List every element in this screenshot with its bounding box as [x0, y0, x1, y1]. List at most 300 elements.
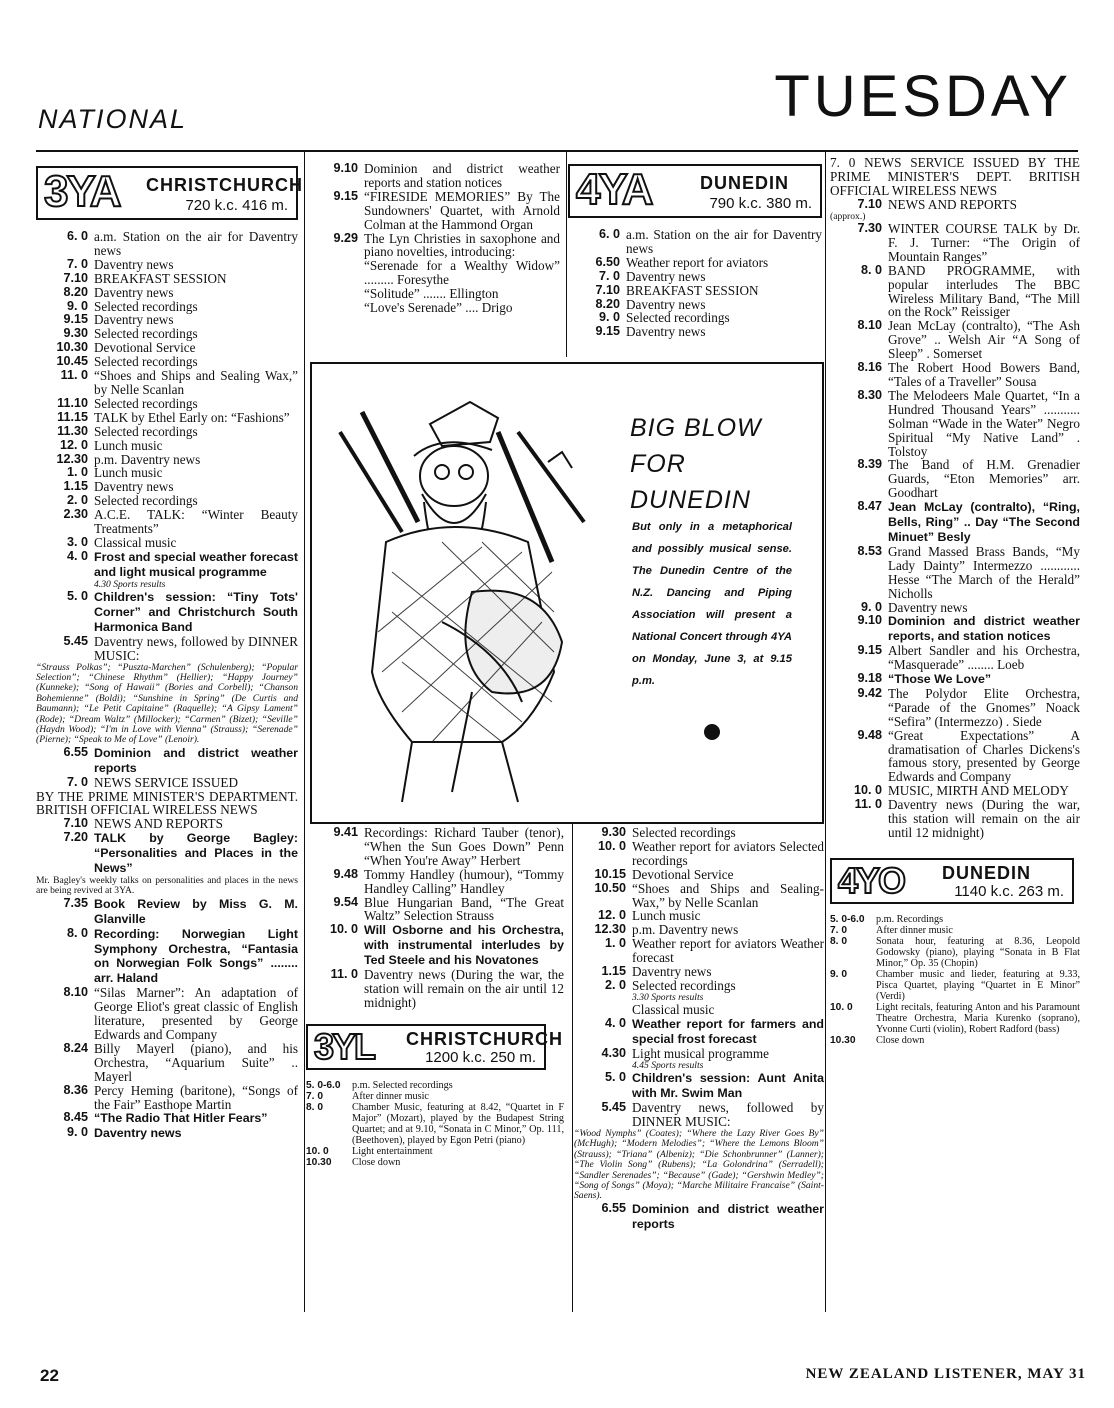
schedule-item — [830, 644, 1080, 672]
schedule-time: 10.50 — [594, 880, 626, 895]
schedule-time: 4. 0 — [604, 1016, 626, 1031]
schedule-item — [830, 672, 1080, 687]
schedule-time: 7. 0 — [66, 774, 88, 789]
column-divider — [572, 822, 573, 1312]
schedule-item — [36, 397, 298, 411]
feature-title-line: FOR — [630, 450, 686, 478]
schedule-item — [574, 937, 824, 965]
station-call-sign: 4YA — [576, 165, 652, 214]
schedule-desc: “Great Expectations” A dramatisation of Charles Dickens's famous story, presented by George Edwards and Company — [888, 727, 1080, 785]
schedule-item — [36, 369, 298, 397]
schedule-time — [306, 301, 364, 315]
schedule-list — [36, 817, 298, 876]
schedule-desc: Daventry news — [94, 312, 174, 328]
schedule-desc: The Polydor Elite Orchestra, “Parade of the Gnomes” Noack “Sefira” (Intermezzo) . Siede — [888, 685, 1080, 729]
schedule-time: 8.47 — [857, 499, 882, 514]
column-4ya — [568, 154, 822, 339]
schedule-time: 9.41 — [333, 825, 358, 839]
station-box-3yl — [306, 1024, 563, 1070]
schedule-desc: Weather report for aviators Weather forecast — [632, 936, 824, 966]
station-box-4yo — [830, 858, 1074, 904]
schedule-item — [574, 909, 824, 923]
schedule-desc: Weather report for aviators Selected recordings — [632, 838, 824, 868]
schedule-time: 7.10 — [63, 270, 88, 285]
schedule-desc: Chamber music and lieder, featuring at 9.33, Pisca Quartet, playing “Quartet in E Minor” (Verdi) — [876, 968, 1080, 1002]
schedule-time: 4. 0 — [66, 548, 88, 563]
schedule-desc: Daventry news (During the war, the station will remain on the air until 12 midnight) — [364, 967, 564, 1010]
schedule-item — [830, 614, 1080, 644]
schedule-desc: After dinner music — [876, 924, 953, 936]
schedule-time: 8.20 — [63, 284, 88, 299]
schedule-desc: MUSIC, MIRTH AND MELODY — [888, 783, 1069, 799]
schedule-time: 8.24 — [63, 1040, 88, 1055]
schedule-item — [830, 969, 1080, 1002]
schedule-desc: Selected recordings — [632, 825, 736, 840]
schedule-item — [36, 1111, 298, 1126]
station-frequency: 1200 k.c. 250 m. — [425, 1048, 536, 1066]
schedule-time: 9.48 — [857, 727, 882, 742]
schedule-item — [568, 270, 822, 284]
schedule-time — [574, 1003, 632, 1017]
schedule-time — [306, 259, 364, 287]
schedule-desc: “Shoes and Ships and Sealing Wax,” by Nelle Scanlan — [94, 368, 298, 397]
schedule-time: 9. 0 — [860, 599, 882, 614]
schedule-item — [574, 923, 824, 937]
bagpiper-illustration — [322, 372, 612, 808]
schedule-item — [36, 817, 298, 831]
bullet-dot — [704, 724, 720, 740]
talk-note: Mr. Bagley's weekly talks on personalities and places in the news are being revived at 3YA. — [36, 875, 298, 897]
schedule-time: 7.10 — [595, 282, 620, 297]
schedule-time: 7.10 — [857, 196, 882, 211]
schedule-time: 10. 0 — [306, 1145, 329, 1157]
schedule-item — [306, 301, 560, 315]
column-4ya-day — [574, 826, 824, 1232]
station-frequency: 720 k.c. 416 m. — [185, 197, 288, 214]
schedule-item — [830, 1002, 1080, 1035]
schedule-desc: A.C.E. TALK: “Winter Beauty Treatments” — [94, 507, 298, 537]
schedule-desc: Grand Massed Brass Bands, “My Lady Dainty” Intermezzo ............ Hesse “The March of the Herald” Nicholls — [888, 543, 1080, 601]
schedule-desc: p.m. Selected recordings — [352, 1079, 453, 1091]
schedule-item — [36, 494, 298, 508]
schedule-list — [574, 826, 824, 993]
schedule-time: 9.29 — [333, 230, 358, 245]
schedule-desc: Daventry news, followed by DINNER MUSIC: — [632, 1100, 824, 1130]
schedule-item — [36, 341, 298, 355]
station-city: DUNEDIN — [700, 173, 790, 193]
sports-note: 4.30 Sports results — [94, 578, 166, 590]
schedule-item — [36, 746, 298, 776]
schedule-time: 4.30 — [601, 1046, 626, 1060]
schedule-item — [36, 466, 298, 480]
schedule-item — [574, 826, 824, 840]
day-title: TUESDAY — [774, 64, 1072, 129]
schedule-desc: Daventry news — [94, 1126, 182, 1141]
schedule-time — [306, 287, 364, 301]
schedule-desc: Tommy Handley (humour), “Tommy Handley Calling” Handley — [364, 866, 564, 896]
schedule-list — [36, 746, 298, 790]
dinner-music-list: “Strauss Polkas”; “Puszta-Marchen” (Schulenberg); “Popular Selection”; “Chinese Rhythm” (Hellier); “Happy Journey” (Kunneke); “Song of Hawaii” (Bories and Corbell); “Chanson Bohemienne” (Boldi); “Sunshine in Spring” (De Curtis and Baumann); “Le Petit Capitaine” (Raquelle); “A Gipsy Lament” (Rode); “Dream Waltz” (Millocker); “Carmen” (Bizet); “Seville” (Haydn Wood); “I'm in Love with Vienna” (Strauss); “Serenade” (Pierne); “Speak to Me of Love” (Lenoir). — [36, 661, 298, 746]
schedule-item — [36, 986, 298, 1042]
schedule-item — [36, 411, 298, 425]
schedule-time: 12.30 — [56, 451, 88, 466]
schedule-desc: Daventry news — [626, 324, 706, 340]
column-3ya — [36, 158, 303, 1141]
schedule-desc: Sonata hour, featuring at 8.36, Leopold Godowsky (piano), playing “Sonata in B Flat Minor,” Op. 35 (Chopin) — [876, 935, 1080, 969]
schedule-desc: Dominion and district weather reports — [632, 1201, 824, 1231]
schedule-desc: Selected recordings — [94, 423, 198, 439]
schedule-time: 9.15 — [595, 324, 620, 339]
station-box-4ya — [568, 164, 822, 218]
schedule-time: 5.45 — [601, 1100, 626, 1115]
schedule-time: 5.45 — [63, 633, 88, 648]
schedule-time: 1. 0 — [66, 465, 88, 480]
schedule-list — [36, 590, 298, 663]
schedule-item — [36, 897, 298, 927]
schedule-item — [306, 826, 564, 868]
schedule-time: 8.30 — [857, 387, 882, 402]
schedule-item — [830, 222, 1080, 264]
schedule-list — [830, 198, 1080, 212]
schedule-desc: Devotional Service — [94, 340, 196, 356]
schedule-time: 7. 0 — [830, 924, 847, 936]
schedule-desc: “Love's Serenade” .... Drigo — [364, 300, 513, 316]
schedule-time: 9.30 — [601, 825, 626, 839]
column-3ya-cont — [306, 162, 560, 315]
schedule-item — [36, 550, 298, 580]
dinner-music-list: “Wood Nymphs” (Coates); “Where the Lazy River Goes By” (McHugh); “Modern Melodies”; “Where the Lemons Bloom” (Strauss); “Triana” (Albeniz); “Die Schonbrunner” (Lanner); “The Violin Song” (Rubens); “La Golondrina” (Serradell); “Sandler Serenades”; “Because” (Gade); “Gershwin Medley”; “Song of Songs” (Moya); “Marche Militaire Francaise” (Saint-Saens). — [574, 1127, 824, 1202]
schedule-desc: Daventry news — [94, 284, 174, 300]
schedule-item — [574, 1003, 824, 1017]
schedule-item — [36, 230, 298, 258]
schedule-time: 1.15 — [601, 964, 626, 979]
schedule-desc: Daventry news (During the war, this station will remain on the air until 12 midnight) — [888, 797, 1080, 840]
feature-title-line: DUNEDIN — [630, 486, 751, 514]
schedule-time: 8. 0 — [306, 1101, 323, 1113]
schedule-item — [568, 311, 822, 325]
schedule-time: 9.10 — [857, 613, 882, 628]
schedule-time: 8. 0 — [830, 935, 847, 947]
schedule-desc: The Lyn Christies in saxophone and piano novelties, introducing: — [364, 230, 560, 260]
schedule-desc: Selected recordings — [94, 493, 198, 509]
schedule-desc: Dominion and district weather reports, and station notices — [888, 614, 1080, 644]
station-call-sign: 3YA — [44, 167, 120, 216]
schedule-desc: TALK by Ethel Early on: “Fashions” — [94, 409, 290, 425]
schedule-desc: Selected recordings — [94, 298, 198, 314]
schedule-item — [574, 1071, 824, 1101]
schedule-time: 8.45 — [63, 1110, 88, 1125]
schedule-desc: Selected recordings — [626, 310, 730, 326]
feature-body: But only in a metaphorical and possibly musical sense. The Dunedin Centre of the N.Z. Dancing and Piping Association will present a National Concert through 4YA on Monday, June 3, at 9.15 p.m. — [632, 521, 792, 687]
schedule-desc: p.m. Recordings — [876, 913, 944, 925]
schedule-time: 8.53 — [857, 543, 882, 558]
schedule-desc: Close down — [352, 1156, 401, 1168]
schedule-desc: Jean McLay (contralto), “The Ash Grove” .. Welsh Air “A Song of Sleep” . Somerset — [888, 318, 1080, 362]
schedule-item — [574, 868, 824, 882]
schedule-desc: Daventry news — [94, 479, 174, 495]
schedule-desc: Lunch music — [94, 437, 163, 453]
schedule-time: 12. 0 — [59, 437, 88, 452]
schedule-item — [306, 232, 560, 260]
top-rule — [36, 150, 1078, 152]
schedule-item — [36, 453, 298, 467]
schedule-time: 5. 0 — [66, 589, 88, 604]
schedule-item — [574, 1017, 824, 1047]
schedule-desc: Devotional Service — [632, 866, 734, 882]
schedule-desc: Frost and special weather forecast and light musical programme — [94, 549, 298, 579]
schedule-item — [574, 882, 824, 910]
schedule-list — [574, 1202, 824, 1232]
schedule-desc: Weather report for farmers and special frost forecast — [632, 1017, 824, 1047]
schedule-item — [36, 439, 298, 453]
feature-title-line: BIG BLOW — [630, 414, 762, 442]
schedule-item — [306, 1146, 564, 1157]
schedule-time: 9. 0 — [598, 310, 620, 325]
schedule-desc: Classical music — [632, 1002, 715, 1018]
station-call-sign: 4YO — [838, 859, 905, 901]
schedule-time: 11. 0 — [330, 967, 358, 982]
schedule-item — [830, 925, 1080, 936]
station-city: DUNEDIN — [942, 862, 1032, 883]
schedule-item — [306, 868, 564, 896]
station-call-sign: 3YL — [314, 1025, 375, 1067]
section-label: NATIONAL — [38, 104, 188, 134]
schedule-list — [830, 222, 1080, 840]
schedule-item — [568, 298, 822, 312]
schedule-desc: Weather report for aviators — [626, 254, 769, 270]
schedule-time: 10.30 — [56, 340, 88, 355]
schedule-desc: Daventry news, followed by DINNER MUSIC: — [94, 633, 298, 663]
schedule-time: 9. 0 — [830, 968, 847, 980]
schedule-desc: Selected recordings — [94, 395, 198, 411]
schedule-time: 10. 0 — [830, 1001, 853, 1013]
schedule-time: 7.10 — [63, 816, 88, 831]
schedule-time: 3. 0 — [66, 534, 88, 549]
schedule-time: 9.10 — [333, 161, 358, 175]
schedule-time: 1. 0 — [604, 936, 626, 951]
schedule-item — [36, 313, 298, 327]
schedule-item — [306, 1080, 564, 1091]
schedule-item — [36, 1084, 298, 1112]
schedule-desc: Will Osborne and his Orchestra, with instrumental interludes by Ted Steele and his Novatones — [364, 923, 564, 968]
schedule-time: 2. 0 — [604, 977, 626, 992]
schedule-item — [574, 1047, 824, 1061]
schedule-time: 9.48 — [333, 866, 358, 881]
schedule-desc: Daventry news — [626, 296, 706, 312]
schedule-item — [830, 264, 1080, 320]
schedule-item — [830, 458, 1080, 500]
schedule-desc: Dominion and district weather reports and station notices — [364, 161, 560, 190]
schedule-desc: Daventry news — [626, 268, 706, 284]
schedule-item — [36, 272, 298, 286]
schedule-list-small — [830, 914, 1080, 1046]
schedule-desc: NEWS AND REPORTS — [888, 196, 1017, 212]
schedule-desc: Light entertainment — [352, 1145, 433, 1157]
schedule-item — [574, 965, 824, 979]
schedule-desc: “Shoes and Ships and Sealing-Wax,” by Nelle Scanlan — [632, 880, 824, 910]
schedule-item — [830, 936, 1080, 969]
schedule-time: 6.55 — [63, 744, 88, 759]
schedule-time: 12.30 — [594, 922, 626, 937]
column-4ya-cont — [830, 156, 1080, 1046]
schedule-item — [36, 508, 298, 536]
schedule-item — [36, 927, 298, 987]
schedule-item — [36, 286, 298, 300]
schedule-desc: The Melodeers Male Quartet, “In a Hundred Thousand Years” ........... Solman “Wade in the Water” Negro Spiritual “My Native Land” . Tolstoy — [888, 387, 1080, 459]
schedule-time: 12. 0 — [597, 908, 626, 923]
schedule-time: 8.36 — [63, 1082, 88, 1097]
schedule-time: 7.30 — [857, 221, 882, 236]
schedule-time: 10.30 — [830, 1034, 856, 1046]
schedule-desc: Chamber Music, featuring at 8.42, “Quartet in F Major” (Mozart), played by the Budapest String Quartet; and at 9.10, “Sonata in C Minor,” Op. 111, (Beethoven), played by Egon Petri (piano) — [352, 1101, 564, 1146]
schedule-item — [830, 545, 1080, 601]
schedule-time: 9.30 — [63, 326, 88, 341]
schedule-item — [36, 258, 298, 272]
schedule-desc: Classical music — [94, 534, 177, 550]
schedule-desc: NEWS AND REPORTS — [94, 816, 223, 832]
schedule-item — [306, 1091, 564, 1102]
schedule-desc: Blue Hungarian Band, “The Great Waltz” Selection Strauss — [364, 894, 564, 924]
schedule-time: 9. 0 — [66, 298, 88, 313]
schedule-desc: Children's session: “Tiny Tots' Corner” and Christchurch South Harmonica Band — [94, 590, 298, 634]
schedule-time: 10.15 — [594, 866, 626, 881]
schedule-time: 10.45 — [56, 354, 88, 369]
sports-note: 3.30 Sports results — [632, 991, 704, 1003]
schedule-item — [306, 259, 560, 287]
schedule-time: 9. 0 — [66, 1125, 88, 1140]
schedule-desc: Jean McLay (contralto), “Ring, Bells, Ring” .. Day “The Second Minuet” Besly — [888, 500, 1080, 544]
schedule-desc: “Solitude” ....... Ellington — [364, 286, 499, 302]
schedule-time: 9.15 — [63, 312, 88, 327]
schedule-time: 7. 0 — [66, 256, 88, 271]
schedule-time: 8.10 — [857, 318, 882, 333]
schedule-time: 5. 0 — [604, 1070, 626, 1085]
schedule-desc: TALK by George Bagley: “Personalities and Places in the News” — [94, 831, 298, 876]
schedule-time: 11.10 — [57, 395, 88, 410]
column-divider — [304, 152, 305, 1312]
schedule-time: 7. 0 — [306, 1090, 323, 1102]
schedule-list-small — [306, 1080, 564, 1168]
schedule-time: 11. 0 — [60, 368, 88, 383]
schedule-item — [36, 831, 298, 876]
schedule-time: 9.15 — [333, 188, 358, 203]
schedule-desc: Lunch music — [94, 465, 163, 481]
schedule-item — [574, 840, 824, 868]
schedule-desc: WINTER COURSE TALK by Dr. F. J. Turner: “The Origin of Mountain Ranges” — [888, 221, 1080, 264]
schedule-time: 10. 0 — [329, 922, 358, 937]
schedule-desc: a.m. Station on the air for Daventry news — [626, 227, 822, 256]
schedule-item — [830, 500, 1080, 545]
schedule-item — [574, 979, 824, 993]
masthead: NEW ZEALAND LISTENER, MAY 31 — [805, 1366, 1086, 1382]
schedule-list — [36, 897, 298, 1141]
column-3ya-late — [306, 826, 564, 1168]
schedule-desc: Light musical programme — [632, 1046, 769, 1061]
schedule-item — [830, 914, 1080, 925]
station-box-3ya — [36, 166, 303, 220]
schedule-desc: BREAKFAST SESSION — [94, 270, 227, 286]
schedule-desc: Billy Mayerl (piano), and his Orchestra, “Aquarium Suite” .. Mayerl — [94, 1040, 298, 1084]
schedule-time: 5. 0-6.0 — [830, 913, 865, 925]
schedule-time: 1.15 — [63, 479, 88, 494]
page-number: 22 — [40, 1366, 59, 1385]
approx-note: (approx.) — [830, 210, 866, 222]
schedule-desc: Daventry news — [632, 964, 712, 980]
schedule-time: 10. 0 — [597, 838, 626, 853]
schedule-time: 2.30 — [63, 507, 88, 522]
schedule-desc: “FIRESIDE MEMORIES” By The Sundowners' Quartet, with Arnold Colman at the Hammond Organ — [364, 188, 560, 232]
station-city: CHRISTCHURCH — [406, 1028, 563, 1049]
schedule-item — [306, 968, 564, 1010]
schedule-list — [574, 1071, 824, 1129]
schedule-item — [36, 1042, 298, 1084]
schedule-desc: Light recitals, featuring Anton and his Paramount Theatre Orchestra, Maria Kurenko (soprano), Yvonne Curti (violin), Robert Radford (bass) — [876, 1001, 1080, 1035]
schedule-time: 8. 0 — [860, 262, 882, 277]
schedule-item — [830, 784, 1080, 798]
schedule-item — [830, 1035, 1080, 1046]
schedule-desc: Recording: Norwegian Light Symphony Orchestra, “Fantasia on Norwegian Folk Songs” ........ arr. Haland — [94, 926, 298, 986]
schedule-item — [830, 687, 1080, 729]
schedule-time: 11.30 — [57, 423, 88, 438]
schedule-desc: Recordings: Richard Tauber (tenor), “When the Sun Goes Down” Penn “When You're Away” Herbert — [364, 825, 564, 868]
schedule-item — [568, 284, 822, 298]
schedule-time: 5. 0-6.0 — [306, 1079, 341, 1091]
schedule-desc: “The Radio That Hitler Fears” — [94, 1111, 268, 1126]
schedule-item — [830, 601, 1080, 615]
schedule-item — [36, 327, 298, 341]
schedule-desc: The Robert Hood Bowers Band, “Tales of a Traveller” Sousa — [888, 360, 1080, 389]
schedule-item — [36, 355, 298, 369]
schedule-desc: Children's session: Aunt Anita with Mr. Swim Man — [632, 1071, 824, 1101]
schedule-desc: p.m. Daventry news — [94, 451, 201, 467]
schedule-desc: Selected recordings — [94, 354, 198, 370]
schedule-time: 10. 0 — [853, 783, 882, 798]
schedule-time: 7.20 — [63, 830, 88, 845]
schedule-item — [830, 798, 1080, 840]
schedule-desc: BAND PROGRAMME, with popular interludes The BBC Wireless Military Band, “The Mill on the Rock” Reissiger — [888, 262, 1080, 320]
schedule-time: 6.55 — [601, 1200, 626, 1215]
schedule-item — [36, 425, 298, 439]
schedule-item — [36, 776, 298, 790]
schedule-item — [36, 635, 298, 663]
schedule-time: 8.10 — [63, 985, 88, 1000]
schedule-item — [306, 896, 564, 924]
schedule-item — [36, 300, 298, 314]
schedule-item — [306, 162, 560, 190]
schedule-desc: NEWS SERVICE ISSUED — [94, 774, 239, 790]
schedule-desc: Selected recordings — [94, 326, 198, 342]
schedule-item — [830, 729, 1080, 785]
schedule-desc: “Serenade for a Wealthy Widow” ......... Foresythe — [364, 258, 560, 288]
schedule-time: 9.54 — [333, 894, 358, 909]
schedule-item — [574, 1101, 824, 1129]
schedule-item — [36, 1126, 298, 1141]
schedule-desc: p.m. Daventry news — [632, 922, 739, 938]
news-service-text: BY THE PRIME MINISTER'S DEPARTMENT. BRITISH OFFICIAL WIRELESS NEWS — [36, 788, 298, 818]
schedule-desc: Dominion and district weather reports — [94, 745, 298, 775]
schedule-item — [568, 228, 822, 256]
schedule-desc: BREAKFAST SESSION — [626, 282, 759, 298]
schedule-desc: Daventry news — [94, 256, 174, 272]
station-frequency: 1140 k.c. 263 m. — [954, 882, 1064, 900]
schedule-item — [568, 325, 822, 339]
schedule-item — [36, 590, 298, 635]
schedule-desc: “Silas Marner”: An adaptation of George Eliot's great classic of English literature, presented by George Edwards and Company — [94, 985, 298, 1042]
schedule-time: 9.42 — [857, 685, 882, 700]
schedule-time: 7. 0 — [598, 268, 620, 283]
column-divider — [566, 152, 567, 357]
schedule-item — [306, 190, 560, 232]
